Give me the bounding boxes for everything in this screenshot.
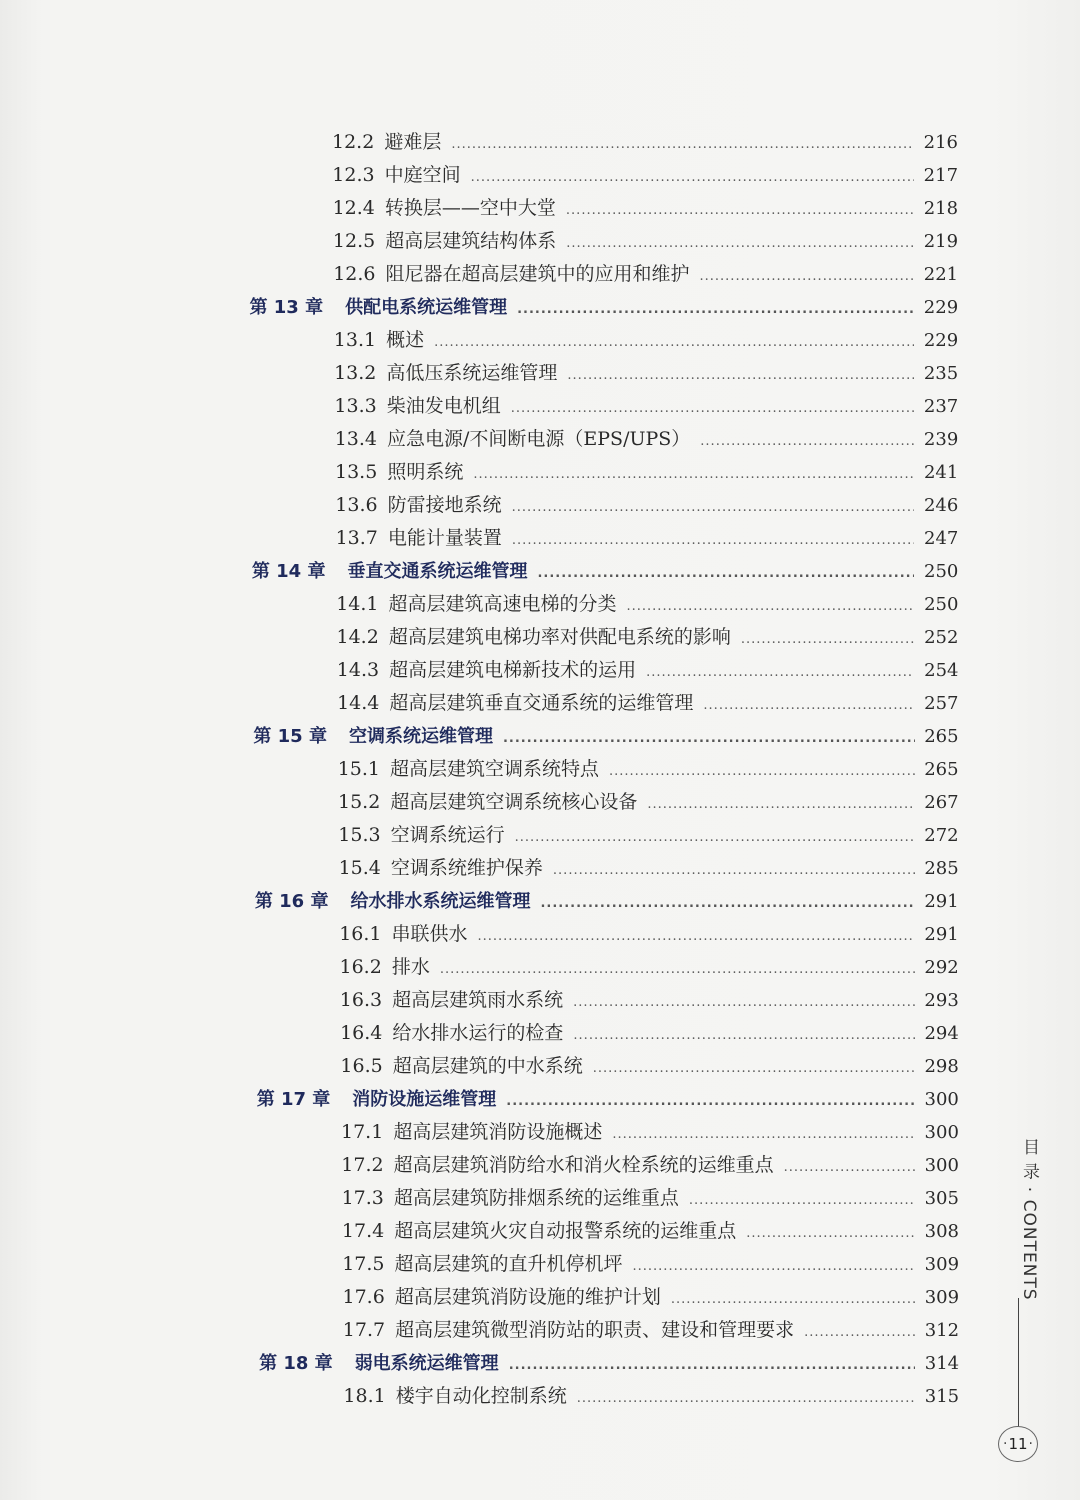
toc-section-row	[0, 522, 1080, 555]
toc-entry-page: 252	[924, 627, 959, 648]
toc-entry-number: 12.6	[333, 263, 376, 285]
toc-entry-number: 第 14 章	[251, 561, 326, 582]
toc-entry-title: 串联供水	[391, 923, 468, 945]
toc-entry-page: 229	[923, 330, 959, 351]
toc-section-row	[0, 654, 1080, 687]
toc-entry-title: 超高层建筑雨水系统	[392, 989, 564, 1011]
toc-entry-title: 超高层建筑消防设施的维护计划	[394, 1286, 661, 1308]
toc-entry-title: 超高层建筑的直升机停机坪	[394, 1253, 623, 1275]
toc-section-row	[0, 1248, 1080, 1281]
toc-entry-title: 超高层建筑消防给水和消火栓系统的运维重点	[393, 1154, 774, 1176]
toc-entry-page: 250	[924, 561, 959, 582]
toc-entry-number: 15.3	[338, 824, 381, 846]
toc-entry-number: 17.7	[342, 1319, 386, 1341]
toc-entry-number: 13.2	[334, 362, 377, 384]
dot-leader	[517, 293, 914, 326]
dot-leader	[609, 755, 915, 788]
toc-section-row	[0, 324, 1080, 357]
dot-leader	[700, 260, 915, 293]
toc-entry-page: 217	[923, 165, 959, 186]
toc-entry-number: 18.1	[343, 1385, 386, 1407]
toc-entry-number: 16.2	[339, 956, 382, 978]
toc-entry-page: 291	[924, 924, 959, 945]
toc-entry-page: 309	[924, 1254, 960, 1275]
toc-entry-number: 14.1	[336, 593, 379, 615]
toc-entry-page: 312	[924, 1320, 960, 1341]
toc-entry-page: 257	[924, 693, 959, 714]
dot-leader	[612, 1118, 915, 1151]
toc-chapter-row	[0, 291, 1080, 324]
toc-entry-title: 超高层建筑火灾自动报警系统的运维重点	[394, 1220, 737, 1242]
toc-entry-title: 电能计量装置	[387, 527, 502, 549]
toc-entry-page: 293	[924, 990, 959, 1011]
toc-entry-title: 防雷接地系统	[387, 494, 502, 516]
table-of-contents	[0, 126, 1080, 1413]
toc-section-row	[0, 984, 1080, 1017]
page-number-badge	[998, 1426, 1038, 1462]
toc-entry-title: 超高层建筑高速电梯的分类	[388, 593, 617, 615]
toc-section-row	[0, 753, 1080, 786]
toc-entry-title: 应急电源/不间断电源（EPS/UPS）	[387, 428, 691, 450]
toc-entry-page: 300	[924, 1122, 959, 1143]
dot-leader	[700, 425, 914, 458]
dot-leader	[566, 227, 914, 260]
toc-section-row	[0, 192, 1080, 225]
toc-entry-number: 17.3	[341, 1187, 384, 1209]
toc-entry-title: 给水排水运行的检查	[392, 1022, 564, 1044]
toc-entry-number: 12.4	[332, 197, 375, 219]
toc-entry-number: 16.5	[340, 1055, 383, 1077]
dot-leader	[647, 788, 914, 821]
dot-leader	[553, 854, 915, 887]
toc-entry-number: 13.3	[334, 395, 377, 417]
dot-leader	[567, 359, 914, 392]
toc-entry-title: 超高层建筑结构体系	[385, 230, 557, 252]
toc-entry-title: 给水排水系统运维管理	[350, 891, 531, 912]
dot-leader	[511, 392, 915, 425]
toc-section-row	[0, 621, 1080, 654]
toc-entry-number: 17.4	[341, 1220, 385, 1242]
toc-entry-title: 超高层建筑消防设施概述	[393, 1121, 603, 1143]
toc-entry-number: 17.1	[341, 1121, 384, 1143]
dot-leader	[689, 1184, 915, 1217]
toc-entry-number: 16.1	[339, 923, 382, 945]
toc-entry-number: 13.6	[335, 494, 378, 516]
toc-entry-number: 15.2	[338, 791, 381, 813]
toc-entry-title: 中庭空间	[384, 164, 461, 186]
toc-entry-page: 218	[923, 198, 959, 219]
toc-entry-title: 空调系统运行	[390, 824, 505, 846]
dot-leader	[804, 1316, 915, 1349]
toc-entry-number: 第 13 章	[249, 297, 324, 318]
toc-section-row	[0, 687, 1080, 720]
toc-entry-page: 272	[924, 825, 959, 846]
toc-entry-number: 12.2	[332, 131, 375, 153]
toc-entry-title: 超高层建筑空调系统核心设备	[390, 791, 638, 813]
toc-entry-number: 17.6	[342, 1286, 385, 1308]
toc-chapter-row	[0, 1083, 1080, 1116]
toc-entry-title: 超高层建筑电梯新技术的运用	[389, 659, 637, 681]
toc-entry-title: 消防设施运维管理	[352, 1089, 497, 1110]
toc-chapter-row	[0, 885, 1080, 918]
toc-entry-title: 转换层——空中大堂	[384, 197, 556, 219]
toc-entry-number: 17.2	[341, 1154, 384, 1176]
toc-section-row	[0, 390, 1080, 423]
toc-entry-page: 314	[924, 1353, 960, 1374]
toc-entry-page: 246	[923, 495, 959, 516]
toc-entry-page: 300	[924, 1155, 959, 1176]
toc-entry-number: 13.7	[335, 527, 378, 549]
toc-entry-title: 照明系统	[387, 461, 464, 483]
toc-entry-number: 13.4	[334, 428, 377, 450]
toc-entry-page: 292	[924, 957, 959, 978]
toc-section-row	[0, 159, 1080, 192]
dot-leader	[515, 821, 915, 854]
toc-entry-title: 垂直交通系统运维管理	[347, 561, 528, 582]
toc-entry-page: 247	[924, 528, 959, 549]
toc-entry-number: 16.4	[340, 1022, 383, 1044]
toc-entry-title: 超高层建筑防排烟系统的运维重点	[393, 1187, 679, 1209]
dot-leader	[593, 1052, 915, 1085]
toc-entry-title: 空调系统维护保养	[390, 857, 543, 879]
toc-entry-title: 供配电系统运维管理	[345, 297, 508, 318]
toc-entry-number: 第 16 章	[254, 891, 329, 912]
toc-entry-page: 254	[924, 660, 959, 681]
toc-entry-page: 298	[924, 1056, 959, 1077]
toc-entry-page: 305	[924, 1188, 959, 1209]
toc-entry-number: 13.5	[335, 461, 378, 483]
toc-entry-title: 超高层建筑空调系统特点	[390, 758, 600, 780]
toc-entry-number: 第 15 章	[253, 726, 327, 747]
toc-entry-page: 219	[923, 231, 959, 252]
toc-entry-title: 柴油发电机组	[386, 395, 501, 417]
toc-section-row	[0, 1281, 1080, 1314]
toc-entry-title: 超高层建筑电梯功率对供配电系统的影响	[388, 626, 731, 648]
dot-leader	[540, 887, 914, 920]
toc-entry-title: 超高层建筑垂直交通系统的运维管理	[389, 692, 694, 714]
toc-entry-number: 12.5	[332, 230, 376, 252]
toc-entry-number: 14.4	[337, 692, 380, 714]
toc-section-row	[0, 258, 1080, 291]
toc-entry-title: 阻尼器在超高层建筑中的应用和维护	[385, 263, 690, 285]
dot-leader	[646, 656, 914, 689]
toc-entry-title: 弱电系统运维管理	[354, 1353, 499, 1374]
toc-section-row	[0, 1116, 1080, 1149]
toc-entry-page: 285	[924, 858, 959, 879]
toc-entry-page: 221	[923, 264, 959, 285]
toc-section-row	[0, 126, 1080, 159]
toc-entry-number: 第 17 章	[256, 1089, 331, 1110]
toc-section-row	[0, 819, 1080, 852]
toc-section-row	[0, 1149, 1080, 1182]
toc-entry-page: 300	[924, 1089, 959, 1110]
dot-leader	[573, 986, 915, 1019]
dot-leader	[471, 161, 914, 194]
toc-entry-title: 楼宇自动化控制系统	[395, 1385, 567, 1407]
toc-entry-number: 第 18 章	[259, 1353, 333, 1374]
dot-leader	[784, 1151, 915, 1184]
toc-section-row	[0, 918, 1080, 951]
toc-entry-page: 250	[924, 594, 959, 615]
dot-leader	[577, 1382, 915, 1415]
dot-leader	[509, 1349, 915, 1382]
toc-section-row	[0, 1380, 1080, 1413]
contents-side-label: 目 录 · CONTENTS	[1019, 1138, 1039, 1301]
toc-entry-page: 309	[924, 1287, 960, 1308]
toc-section-row	[0, 1017, 1080, 1050]
dot-leader	[512, 491, 915, 524]
dot-leader	[451, 128, 914, 161]
toc-section-row	[0, 1182, 1080, 1215]
toc-entry-page: 241	[923, 462, 959, 483]
dot-leader	[633, 1250, 916, 1283]
toc-entry-page: 237	[923, 396, 959, 417]
toc-entry-title: 超高层建筑的中水系统	[392, 1055, 583, 1077]
toc-entry-number: 13.1	[333, 329, 377, 351]
toc-chapter-row	[0, 720, 1080, 753]
side-tab	[998, 1138, 1042, 1478]
toc-section-row	[0, 588, 1080, 621]
toc-entry-number: 14.2	[336, 626, 379, 648]
dot-leader	[478, 920, 915, 953]
dot-leader	[746, 1217, 915, 1250]
toc-chapter-row	[0, 1347, 1080, 1380]
toc-section-row	[0, 951, 1080, 984]
toc-section-row	[0, 456, 1080, 489]
dot-leader	[741, 623, 915, 656]
toc-entry-number: 12.3	[332, 164, 375, 186]
dot-leader	[537, 557, 914, 590]
dot-leader	[440, 953, 915, 986]
toc-section-row	[0, 225, 1080, 258]
toc-section-row	[0, 1314, 1080, 1347]
toc-section-row	[0, 489, 1080, 522]
toc-entry-page: 235	[923, 363, 959, 384]
toc-entry-title: 排水	[391, 956, 430, 978]
toc-entry-page: 294	[924, 1023, 959, 1044]
toc-section-row	[0, 852, 1080, 885]
toc-entry-number: 15.4	[338, 857, 381, 879]
toc-entry-page: 229	[923, 297, 959, 318]
toc-entry-page: 216	[923, 132, 958, 153]
toc-entry-title: 超高层建筑微型消防站的职责、建设和管理要求	[395, 1319, 795, 1341]
toc-section-row	[0, 423, 1080, 456]
toc-entry-title: 空调系统运维管理	[348, 726, 493, 747]
toc-entry-number: 15.1	[337, 758, 380, 780]
toc-entry-title: 避难层	[384, 131, 442, 153]
toc-entry-page: 267	[924, 792, 959, 813]
toc-chapter-row	[0, 555, 1080, 588]
dot-leader	[503, 722, 915, 755]
toc-entry-page: 291	[924, 891, 959, 912]
dot-leader	[434, 326, 914, 359]
dot-leader	[512, 524, 914, 557]
dot-leader	[473, 458, 914, 491]
dot-leader	[573, 1019, 914, 1052]
toc-entry-number: 16.3	[339, 989, 383, 1011]
dot-leader	[627, 590, 915, 623]
toc-entry-page: 315	[924, 1386, 960, 1407]
dot-leader	[703, 689, 914, 722]
toc-entry-number: 14.3	[336, 659, 380, 681]
toc-section-row	[0, 786, 1080, 819]
toc-entry-title: 高低压系统运维管理	[386, 362, 558, 384]
toc-entry-page: 239	[923, 429, 959, 450]
toc-section-row	[0, 1050, 1080, 1083]
dot-leader	[506, 1085, 915, 1118]
toc-section-row	[0, 1215, 1080, 1248]
toc-entry-number: 17.5	[342, 1253, 385, 1275]
toc-section-row	[0, 357, 1080, 390]
toc-entry-title: 概述	[386, 329, 425, 351]
toc-entry-page: 265	[924, 726, 959, 747]
dot-leader	[566, 194, 914, 227]
page-number: · 11	[1008, 1435, 1028, 1453]
dot-leader	[671, 1283, 915, 1316]
toc-entry-page: 308	[924, 1221, 959, 1242]
toc-entry-page: 265	[924, 759, 959, 780]
